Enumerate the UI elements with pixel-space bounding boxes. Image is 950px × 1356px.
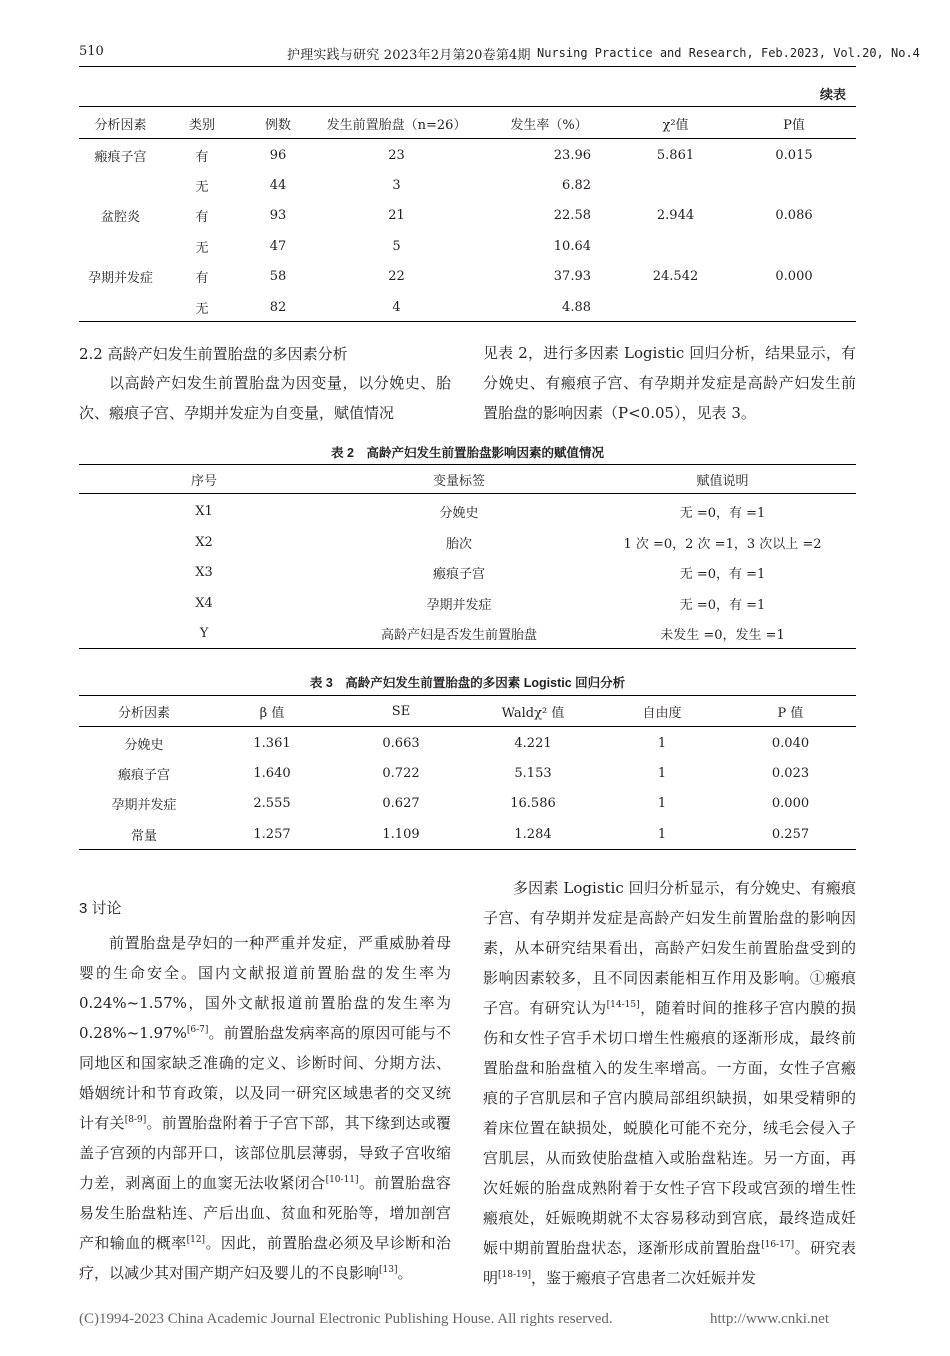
cell-cases: 22 [388,269,405,284]
section-heading-3: 3 讨论 [79,900,122,917]
discussion-text: 多因素 Logistic 回归分析显示，有分娩史、有瘢痕子宫、有孕期并发症是高龄产妇发生前置胎盘的影响因素，从本研究结果看出，高龄产妇发生前置胎盘受到的影响因素较多，且不同因素能相互作用及影响。①瘢痕子宫。有研究认为 [483,879,856,1017]
cell-p: 0.000 [775,269,813,284]
cell-id: X4 [195,595,213,611]
section-heading-2-2: 2.2 高龄产妇发生前置胎盘的多因素分析 [79,345,348,363]
cell-rate: 22.58 [553,208,591,223]
cell-p: 0.257 [771,826,810,842]
cell-id: X3 [195,565,213,580]
citation: [16-17] [761,1240,795,1250]
cell-desc: 无 =0，有 =1 [679,597,766,613]
table-row [79,728,856,758]
cell-beta: 1.640 [253,765,291,781]
cell-rate: 23.96 [553,147,591,163]
cell-factor: 瘢痕子宫 [117,767,170,783]
table2-header-cell: 序号 [190,474,217,489]
discussion-text: ，随着时间的推移子宫内膜的损伤和女性子宫手术切口增生性瘢痕的逐渐形成，最终前置胎盘和胎盘植入的发生率增高。一方面，女性子宫瘢痕的子宫肌层和子宫内膜局部组织缺损，如果受精卵的着床位置在缺损处，蜕膜化可能不充分，绒毛会侵入子宫肌层，从而致使胎盘植入或胎盘粘连。另一方面，再次妊娠的胎盘成熟附着于女性子宫下段或宫颈的增生性瘢痕处，妊娠晚期就不太容易移动到宫底，最终造成妊娠中期前置胎盘状态，逐渐形成前置胎盘 [483,999,856,1257]
cell-se: 0.722 [382,765,420,781]
table-continued-label: 续表 [820,87,847,102]
cell-beta: 1.361 [253,735,291,751]
table1-header-cell: P值 [783,117,805,133]
table3 [79,697,856,849]
table2-top-rule [79,464,856,465]
cell-df: 1 [657,735,667,751]
cell-wald: 1.284 [514,826,552,842]
cell-p: 0.015 [775,147,813,163]
section-3-right-text [483,873,856,1293]
cell-id: X1 [195,504,213,519]
cell-rate: 4.88 [562,299,591,315]
table-row [79,200,856,231]
table3-header-cell: 自由度 [642,705,682,721]
cell-chi [619,231,732,261]
table1-header-cell: 例数 [264,117,291,133]
journal-title-en: Nursing Practice and Research, Feb.2023, Vol.20, No.4 [537,46,920,60]
table3-top-rule [79,695,856,696]
citation: [14-15] [606,1000,640,1010]
table2-header-cell: 赋值说明 [696,474,749,489]
cell-chi: 24.542 [652,269,699,284]
cell-se: 0.663 [382,735,420,751]
cell-chi [619,292,732,322]
cell-factor [79,231,162,261]
cell-desc: 无 =0，有 =1 [679,567,766,582]
cell-id: X2 [195,534,213,550]
cell-desc: 未发生 =0，发生 =1 [660,628,785,643]
table1-header-cell: χ²值 [662,117,689,133]
table-row [79,292,856,322]
cell-p [732,170,856,200]
cell-chi: 5.861 [656,147,695,163]
cell-cases: 21 [388,208,405,223]
table-row [79,819,856,849]
table2-header-row [79,466,856,493]
cell-p: 0.040 [771,735,810,751]
table3-caption: 表 3 高龄产妇发生前置胎盘的多因素 Logistic 回归分析 [309,676,626,690]
cell-p: 0.000 [771,796,810,811]
table2-header-cell: 变量标签 [432,474,485,489]
cell-beta: 1.257 [253,826,291,842]
cell-count: 96 [269,147,287,163]
table3-bottom-rule [79,849,856,850]
cell-factor: 孕期并发症 [87,271,153,286]
cell-factor: 盆腔炎 [100,210,140,225]
citation: [12] [186,1235,206,1245]
cell-p: 0.023 [771,765,810,781]
table-row [79,170,856,200]
cell-label: 胎次 [445,536,472,552]
discussion-text: 。研究表明 [483,1239,856,1287]
cell-count: 44 [269,177,287,193]
cell-rate: 10.64 [553,238,591,254]
cell-cases: 3 [392,177,401,193]
cell-rate: 6.82 [562,177,591,193]
table3-header-cell: Waldχ² 值 [501,705,565,721]
table-row [79,618,856,649]
cell-cases: 23 [388,147,405,163]
table-row [79,496,856,527]
section-2-2-left-text: 以高龄产妇发生前置胎盘为因变量，以分娩史、胎次、瘢痕子宫、孕期并发症为自变量，赋值情况 [79,374,451,422]
table3-header-cell: SE [391,703,411,719]
table-row [79,261,856,292]
discussion-text: 。前置胎盘附着于子宫下部，其下缘到达或覆盖子宫颈的内部开口，该部位肌层薄弱，导致子宫收缩力差，剥离面上的血窦无法收紧闭合 [79,1114,451,1192]
cnki-link[interactable]: http://www.cnki.net [710,1311,830,1327]
cell-factor: 分娩史 [124,737,164,753]
cell-p: 0.086 [775,208,813,223]
cell-df: 1 [657,796,667,811]
table-row [79,758,856,788]
discussion-text: 。因此，前置胎盘必须及早诊断和治疗，以减少其对围产期产妇及婴儿的不良影响 [79,1234,451,1282]
table1-top-rule [79,106,856,107]
table3-header-row [79,697,856,725]
table-row [79,140,856,170]
cell-beta: 2.555 [253,796,291,811]
cell-count: 93 [269,208,287,223]
discussion-text: ，鉴于瘢痕子宫患者二次妊娠并发 [530,1269,756,1287]
cell-category: 有 [195,149,209,165]
cell-category: 有 [195,210,209,225]
cell-df: 1 [657,826,667,842]
table1-header-row [79,109,856,137]
cell-cases: 5 [392,238,401,254]
citation: [10-11] [325,1175,359,1185]
cell-df: 1 [657,765,667,781]
cell-se: 0.627 [382,796,420,811]
cell-factor [79,170,162,200]
cell-factor [79,292,162,322]
cell-desc: 1 次 =0，2 次 =1，3 次以上 =2 [623,536,822,552]
cell-category: 无 [195,240,209,256]
cell-p [732,292,856,322]
cell-id: Y [199,626,209,641]
section-2-2-right-text: 见表 2，进行多因素 Logistic 回归分析，结果显示，有分娩史、有瘢痕子宫、有孕期并发症是高龄产妇发生前置胎盘的影响因素（P<0.05），见表 3。 [483,344,856,422]
cell-count: 58 [269,269,287,284]
table3-header-cell: P 值 [777,705,804,721]
cell-category: 无 [195,179,209,195]
citation: [8-9] [124,1115,147,1125]
page-number: 510 [79,44,104,59]
table-row [79,557,856,588]
cell-factor: 孕期并发症 [111,798,177,813]
cell-rate: 37.93 [553,269,591,284]
table1 [79,109,856,322]
cell-desc: 无 =0，有 =1 [679,506,766,521]
citation: [6-7] [186,1025,209,1035]
discussion-text: 。 [397,1264,413,1282]
header-rule [79,66,856,67]
discussion-text: 前置胎盘是孕妇的一种严重并发症，严重威胁着母婴的生命安全。国内文献报道前置胎盘的发生率为 0.24%~1.57%，国外文献报道前置胎盘的发生率为 0.28%~1.97% [79,934,451,1042]
cell-cases: 4 [392,299,401,315]
citation: [18-19] [498,1270,531,1280]
cell-wald: 4.221 [514,735,552,751]
table-row [79,788,856,819]
copyright-footer: (C)1994-2023 China Academic Journal Electronic Publishing House. All rights reserved. [79,1311,613,1327]
cell-category: 有 [195,271,209,286]
table1-header-cell: 分析因素 [94,117,147,133]
cell-p [732,231,856,261]
table-row [79,527,856,557]
cell-count: 47 [269,238,287,254]
journal-title-cn: 护理实践与研究 2023年2月第20卷第4期 [287,48,531,63]
table-row [79,231,856,261]
table1-header-cell: 类别 [188,117,215,133]
discussion-text: 。前置胎盘发病率高的原因可能与不同地区和国家缺乏准确的定义、诊断时间、分期方法、婚姻统计和节育政策，以及同一研究区域患者的交叉统计有关 [79,1024,451,1132]
table1-header-cell: 发生率（%） [510,117,588,133]
section-3-left-text [79,928,451,1288]
cell-category: 无 [195,301,209,317]
table1-header-cell: 发生前置胎盘（n=26） [326,117,467,133]
cell-chi [619,170,732,200]
cell-factor: 常量 [130,828,157,844]
cell-chi: 2.944 [656,208,695,223]
discussion-text: 。前置胎盘容易发生胎盘粘连、产后出血、贫血和死胎等，增加剖宫产和输血的概率 [79,1174,451,1252]
citation: [13] [379,1265,398,1275]
cell-count: 82 [269,299,287,315]
table2-caption: 表 2 高龄产妇发生前置胎盘影响因素的赋值情况 [331,446,604,460]
cell-wald: 16.586 [510,796,556,811]
table3-header-cell: β 值 [259,705,285,721]
cell-label: 高龄产妇是否发生前置胎盘 [380,628,537,643]
table3-header-cell: 分析因素 [117,705,170,721]
cell-label: 孕期并发症 [426,597,492,613]
table-row [79,588,856,618]
table2 [79,466,856,649]
cell-se: 1.109 [382,826,420,842]
cell-label: 分娩史 [439,506,479,521]
cell-label: 瘢痕子宫 [432,567,485,582]
cell-factor: 瘢痕子宫 [94,149,147,165]
cell-wald: 5.153 [514,765,552,781]
